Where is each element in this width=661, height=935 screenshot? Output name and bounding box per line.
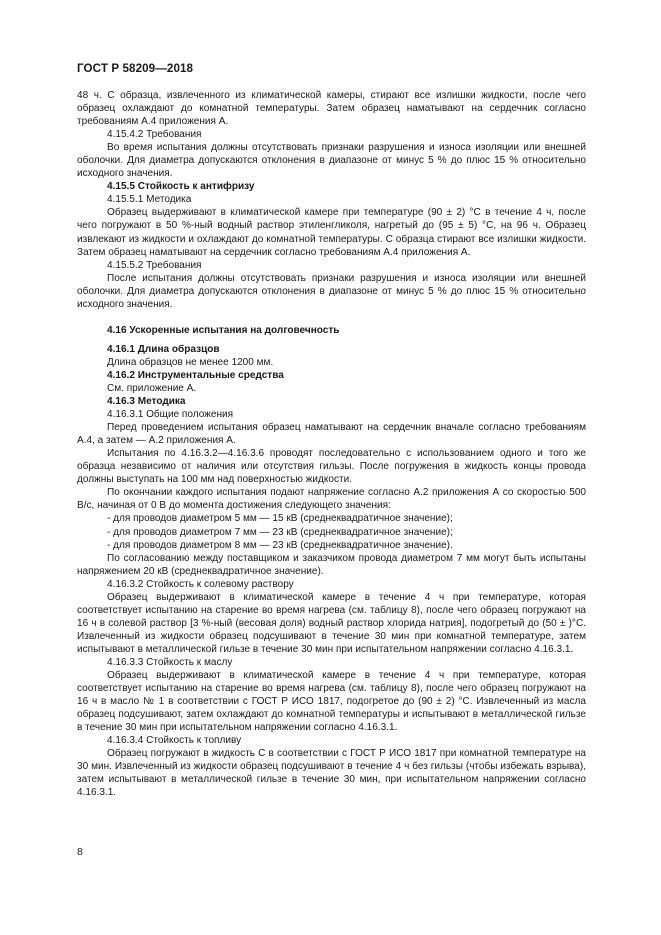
subclause-heading: 4.16.3.3 Стойкость к маслу: [107, 656, 233, 668]
paragraph: Перед проведением испытания образец наматывают на сердечник вначале согласно требованиям А.4, а затем — А.2 приложения А.: [77, 422, 586, 447]
document-header: ГОСТ Р 58209—2018: [77, 62, 194, 75]
list-item: - для проводов диаметром 8 мм — 23 кВ (среднеквадратичное значение).: [107, 539, 453, 551]
paragraph: По согласованию между поставщиком и заказчиком провода диаметром 7 мм могут быть испытаны напряжением 20 кВ (среднеквадратичное значение).: [77, 552, 586, 577]
page-number: 8: [77, 846, 83, 858]
paragraph: Испытания по 4.16.3.2—4.16.3.6 проводят последовательно с использованием одного и того же образца независимо от наличия или отсутствия гильзы. После погружения в жидкость концы провода должны выступать на 100 мм над поверхностью жидкости.: [77, 448, 586, 486]
paragraph: Образец выдерживают в климатической камере в течение 4 ч при температуре, которая соответствует испытанию на старение во время нагрева (см. таблицу 8), после чего образец погружают на 16 ч в солевой раствор [3 %-ный (весовая доля) водный раствор хлорида натрия], подогретый до (50 ± )°С. Извлеченный из жидкости образец подсушивают в течение 30 мин при комнатной температуре, затем испытывают в металлической гильзе в течение 30 мин при испытательном напряжении согласно 4.16.3.1.: [77, 591, 586, 655]
clause-heading: 4.16.2 Инструментальные средства: [107, 369, 284, 381]
paragraph: Образец выдерживают в климатической камере в течение 4 ч при температуре, которая соответствует испытанию на старение во время нагрева (см. таблицу 8), после чего образец погружают на 16 ч в масло № 1 в соответствии с ГОСТ Р ИСО 1817, подогретое до (90 ± 2) °С. Извлеченный из масла образец подсушивают, затем охлаждают до комнатной температуры и испытывают в металлической гильзе в течение 30 мин при испытательном напряжении согласно 4.16.3.1.: [77, 670, 586, 734]
list-item: - для проводов диаметром 7 мм — 23 кВ (среднеквадратичное значение);: [107, 526, 453, 538]
subclause-heading: 4.16.3.2 Стойкость к солевому раствору: [107, 578, 294, 590]
subclause-heading: 4.15.4.2 Требования: [107, 129, 202, 141]
paragraph: 48 ч. С образца, извлеченного из климатической камеры, стирают все излишки жидкости, после чего образец охлаждают до комнатной температуры. Затем образец наматывают на сердечник согласно требованиям А.4 приложения А.: [77, 90, 586, 128]
paragraph: Образец выдерживают в климатической камере при температуре (90 ± 2) °С в течение 4 ч, после чего погружают в 50 %-ный водный раствор этиленгликоля, нагретый до (95 ± 5) °С, на 96 ч. Образец извлекают из жидкости и охлаждают до комнатной температуры. С образца стирают все излишки жидкости. Затем образец наматывают на сердечник согласно требованиям А.4 приложения А.: [77, 207, 586, 258]
subclause-heading: 4.16.3.1 Общие положения: [107, 409, 234, 421]
paragraph: Во время испытания должны отсутствовать признаки разрушения и износа изоляции или внешней оболочки. Для диаметра допускаются отклонения в диапазоне от минус 5 % до плюс 15 % относительно исходного значения.: [77, 142, 586, 180]
clause-heading: 4.16.3 Методика: [107, 396, 186, 408]
paragraph: См. приложение А.: [107, 382, 197, 394]
paragraph: Длина образцов не менее 1200 мм.: [107, 356, 274, 368]
subclause-heading: 4.15.5.2 Требования: [107, 259, 202, 271]
list-item: - для проводов диаметром 5 мм — 15 кВ (среднеквадратичное значение);: [107, 513, 453, 525]
paragraph: По окончании каждого испытания подают напряжение согласно А.2 приложения А со скоростью 500 В/с, начиная от 0 В до момента достижения следующего значения:: [77, 487, 586, 512]
clause-heading: 4.15.5 Стойкость к антифризу: [107, 181, 255, 193]
subclause-heading: 4.16.3.4 Стойкость к топливу: [107, 735, 242, 747]
paragraph: После испытания должны отсутствовать признаки разрушения и износа изоляции или внешней оболочки. Для диаметра допускаются отклонения в диапазоне от минус 5 % до плюс 15 % относительно исходного значения.: [77, 272, 586, 310]
paragraph: Образец погружают в жидкость С в соответствии с ГОСТ Р ИСО 1817 при комнатной температуре на 30 мин. Извлеченный из жидкости образец подсушивают в течение 4 ч без гильзы (чтобы избежать взрыва), затем испытывают в металлической гильзе в течение 30 мин, при испытательном напряжении согласно 4.16.3.1.: [77, 748, 586, 799]
subclause-heading: 4.15.5.1 Методика: [107, 194, 192, 206]
section-heading: 4.16 Ускоренные испытания на долговечность: [107, 324, 340, 336]
clause-heading: 4.16.1 Длина образцов: [107, 343, 220, 355]
document-body: [77, 89, 586, 799]
